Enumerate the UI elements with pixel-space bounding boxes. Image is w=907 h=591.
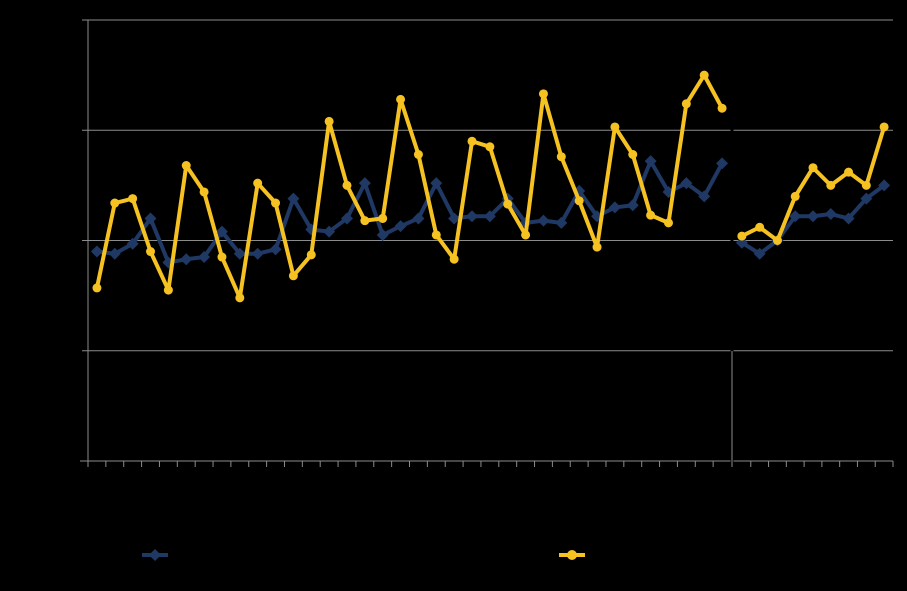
series-1-point-25 xyxy=(537,215,549,227)
series-2-point-19 xyxy=(432,230,441,239)
series-2-point-11 xyxy=(289,271,298,280)
series-2-point-37 xyxy=(755,223,764,232)
series-2-point-14 xyxy=(342,181,351,190)
series-2-point-1 xyxy=(110,199,119,208)
series-2-line-segment-1 xyxy=(97,75,722,298)
series-2 xyxy=(92,71,888,303)
series-2-point-32 xyxy=(664,218,673,227)
series-2-point-44 xyxy=(880,122,889,131)
series-2-point-17 xyxy=(396,95,405,104)
legend-swatch-circle-icon xyxy=(557,545,587,565)
series-1-point-5 xyxy=(180,253,192,265)
series-1-point-40 xyxy=(807,210,819,222)
series-2-point-42 xyxy=(844,168,853,177)
series-1-point-21 xyxy=(466,210,478,222)
series-2-point-23 xyxy=(503,200,512,209)
series-2-point-0 xyxy=(92,283,101,292)
series-2-point-5 xyxy=(182,161,191,170)
series-2-point-40 xyxy=(809,163,818,172)
series-1-point-41 xyxy=(825,208,837,220)
series-2-point-30 xyxy=(628,150,637,159)
series-2-point-18 xyxy=(414,150,423,159)
series-2-point-12 xyxy=(307,250,316,259)
series-2-point-36 xyxy=(737,232,746,241)
series-2-point-26 xyxy=(557,152,566,161)
gridlines xyxy=(88,20,893,351)
series-2-point-38 xyxy=(773,236,782,245)
series-2-point-10 xyxy=(271,199,280,208)
series-2-point-13 xyxy=(325,117,334,126)
series-2-point-20 xyxy=(450,255,459,264)
series-2-point-27 xyxy=(575,196,584,205)
series-2-point-43 xyxy=(862,181,871,190)
series-2-point-9 xyxy=(253,179,262,188)
legend-entry-series-2 xyxy=(557,542,593,568)
series-1-point-10 xyxy=(270,243,282,255)
series-2-point-3 xyxy=(146,247,155,256)
series-2-point-24 xyxy=(521,230,530,239)
series-2-point-35 xyxy=(718,104,727,113)
series-2-point-25 xyxy=(539,89,548,98)
series-2-point-7 xyxy=(217,253,226,262)
series-2-point-8 xyxy=(235,293,244,302)
series-2-point-15 xyxy=(360,216,369,225)
series-2-point-31 xyxy=(646,211,655,220)
series-2-point-41 xyxy=(826,181,835,190)
series-2-point-16 xyxy=(378,214,387,223)
legend-entry-series-1 xyxy=(140,542,176,568)
series-1-line-segment-1 xyxy=(97,161,722,262)
series-2-point-29 xyxy=(610,122,619,131)
series-2-point-2 xyxy=(128,194,137,203)
series-1-point-9 xyxy=(252,248,264,260)
series-1-point-30 xyxy=(627,199,639,211)
series-2-point-6 xyxy=(200,187,209,196)
series-2-point-22 xyxy=(485,142,494,151)
legend-swatch-diamond-icon xyxy=(140,545,170,565)
series-2-point-34 xyxy=(700,71,709,80)
series-layer xyxy=(91,71,890,303)
series-2-point-39 xyxy=(791,192,800,201)
series-1-point-0 xyxy=(91,246,103,258)
series-2-point-33 xyxy=(682,99,691,108)
series-2-point-21 xyxy=(468,137,477,146)
series-2-point-28 xyxy=(593,243,602,252)
series-2-point-4 xyxy=(164,286,173,295)
